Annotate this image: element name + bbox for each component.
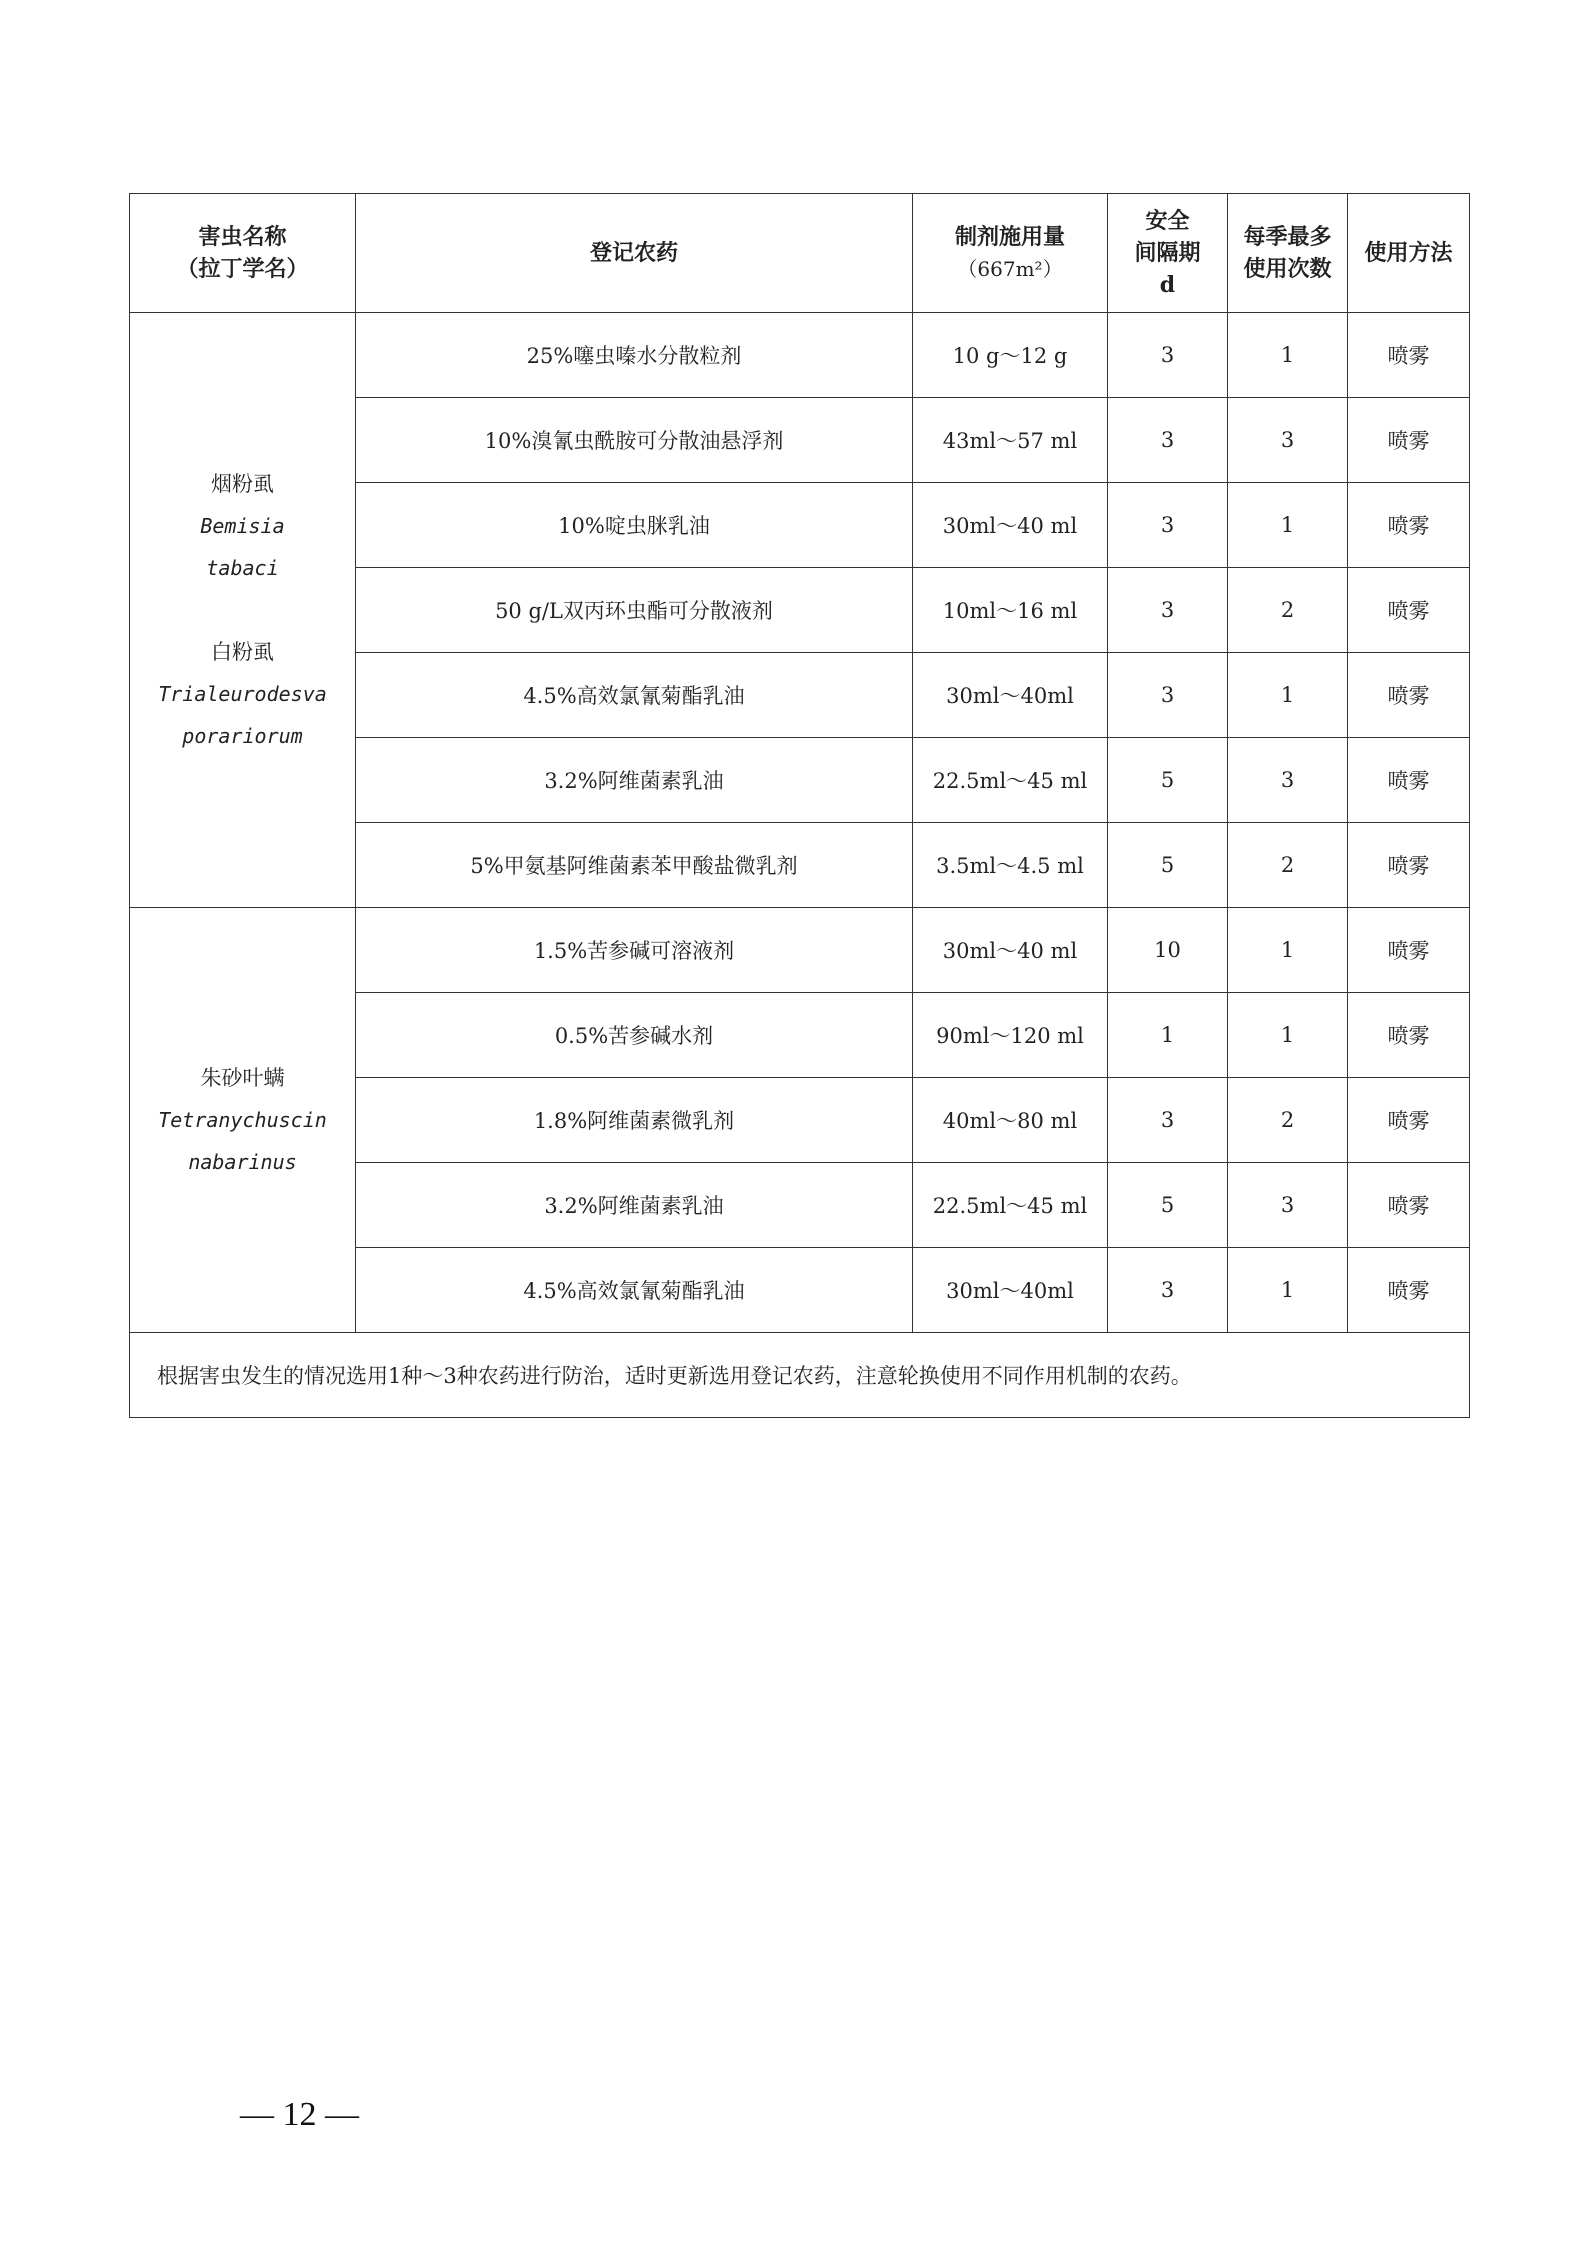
pesticide-cell: 50 g/L双丙环虫酯可分散液剂 (356, 568, 913, 653)
dosage-cell: 3.5ml～4.5 ml (913, 823, 1108, 908)
pest-latin-name-line1: Tetranychuscin (158, 1108, 327, 1132)
table-row (130, 908, 1470, 993)
table-row (130, 313, 1470, 398)
header-safety-line1: 安全 (1145, 208, 1190, 234)
dosage-cell: 30ml～40 ml (913, 483, 1108, 568)
times-cell: 3 (1228, 1163, 1348, 1248)
times-cell: 1 (1228, 993, 1348, 1078)
header-row (130, 194, 1470, 313)
interval-cell: 3 (1108, 398, 1228, 483)
dosage-cell: 90ml～120 ml (913, 993, 1108, 1078)
method-cell: 喷雾 (1348, 1248, 1470, 1333)
interval-cell: 5 (1108, 738, 1228, 823)
pest-common-name: 烟粉虱 (211, 472, 274, 496)
method-cell: 喷雾 (1348, 653, 1470, 738)
interval-cell: 1 (1108, 993, 1228, 1078)
interval-cell: 3 (1108, 568, 1228, 653)
table-note: 根据害虫发生的情况选用1种～3种农药进行防治，适时更新选用登记农药，注意轮换使用不同作用机制的农药。 (130, 1333, 1470, 1418)
method-cell: 喷雾 (1348, 993, 1470, 1078)
pest-spacer (130, 589, 355, 631)
pesticide-cell: 5%甲氨基阿维菌素苯甲酸盐微乳剂 (356, 823, 913, 908)
interval-cell: 3 (1108, 1078, 1228, 1163)
interval-cell: 3 (1108, 313, 1228, 398)
dosage-cell: 30ml～40 ml (913, 908, 1108, 993)
pest-latin-name-line1: Trialeurodesva (158, 682, 327, 706)
times-cell: 3 (1228, 738, 1348, 823)
times-cell: 2 (1228, 823, 1348, 908)
header-method: 使用方法 (1348, 194, 1470, 313)
dosage-cell: 10ml～16 ml (913, 568, 1108, 653)
pest-common-name: 白粉虱 (211, 640, 274, 664)
pest-name-cell (130, 313, 356, 908)
times-cell: 3 (1228, 398, 1348, 483)
header-times-line2: 使用次数 (1243, 256, 1332, 282)
times-cell: 1 (1228, 1248, 1348, 1333)
note-row (130, 1333, 1470, 1418)
pesticide-cell: 10%啶虫脒乳油 (356, 483, 913, 568)
interval-cell: 10 (1108, 908, 1228, 993)
table-body (130, 313, 1470, 1418)
pest-latin-name-line2: tabaci (206, 556, 279, 580)
interval-cell: 3 (1108, 1248, 1228, 1333)
times-cell: 1 (1228, 483, 1348, 568)
header-pest-name-label: 害虫名称 (198, 224, 287, 250)
times-cell: 1 (1228, 908, 1348, 993)
method-cell: 喷雾 (1348, 313, 1470, 398)
method-cell: 喷雾 (1348, 908, 1470, 993)
pesticide-cell: 4.5%高效氯氰菊酯乳油 (356, 653, 913, 738)
header-pesticide: 登记农药 (356, 194, 913, 313)
pest-latin-name-line2: nabarinus (188, 1150, 297, 1174)
pest-name-cell (130, 908, 356, 1333)
table-header (130, 194, 1470, 313)
header-dosage (913, 194, 1108, 313)
header-safety-line3: d (1159, 272, 1176, 298)
method-cell: 喷雾 (1348, 483, 1470, 568)
dosage-cell: 30ml～40ml (913, 653, 1108, 738)
dosage-cell: 43ml～57 ml (913, 398, 1108, 483)
header-dosage-label: 制剂施用量 (954, 224, 1065, 250)
pesticide-cell: 1.8%阿维菌素微乳剂 (356, 1078, 913, 1163)
times-cell: 2 (1228, 568, 1348, 653)
dosage-cell: 22.5ml～45 ml (913, 1163, 1108, 1248)
times-cell: 1 (1228, 313, 1348, 398)
pesticide-cell: 10%溴氰虫酰胺可分散油悬浮剂 (356, 398, 913, 483)
method-cell: 喷雾 (1348, 568, 1470, 653)
header-safety-interval (1108, 194, 1228, 313)
dosage-cell: 40ml～80 ml (913, 1078, 1108, 1163)
method-cell: 喷雾 (1348, 738, 1470, 823)
header-safety-line2: 间隔期 (1134, 240, 1201, 266)
method-cell: 喷雾 (1348, 823, 1470, 908)
header-times-line1: 每季最多 (1243, 224, 1332, 250)
method-cell: 喷雾 (1348, 1163, 1470, 1248)
pest-common-name: 朱砂叶螨 (200, 1066, 285, 1090)
dosage-cell: 22.5ml～45 ml (913, 738, 1108, 823)
header-pest-name (130, 194, 356, 313)
page-number: — 12 — (240, 2096, 359, 2133)
interval-cell: 5 (1108, 823, 1228, 908)
interval-cell: 3 (1108, 653, 1228, 738)
pesticide-cell: 3.2%阿维菌素乳油 (356, 738, 913, 823)
pest-latin-name-line2: porariorum (182, 724, 303, 748)
times-cell: 2 (1228, 1078, 1348, 1163)
pesticide-cell: 4.5%高效氯氰菊酯乳油 (356, 1248, 913, 1333)
header-pest-latin-label: （拉丁学名） (176, 256, 309, 282)
pesticide-table (129, 193, 1470, 1418)
method-cell: 喷雾 (1348, 1078, 1470, 1163)
dosage-cell: 30ml～40ml (913, 1248, 1108, 1333)
pest-latin-name-line1: Bemisia (200, 514, 285, 538)
pesticide-cell: 0.5%苦参碱水剂 (356, 993, 913, 1078)
pesticide-cell: 3.2%阿维菌素乳油 (356, 1163, 913, 1248)
pesticide-cell: 1.5%苦参碱可溶液剂 (356, 908, 913, 993)
pesticide-cell: 25%噻虫嗪水分散粒剂 (356, 313, 913, 398)
times-cell: 1 (1228, 653, 1348, 738)
header-max-times (1228, 194, 1348, 313)
dosage-cell: 10 g～12 g (913, 313, 1108, 398)
method-cell: 喷雾 (1348, 398, 1470, 483)
header-dosage-unit: （667m²） (957, 257, 1063, 281)
interval-cell: 3 (1108, 483, 1228, 568)
interval-cell: 5 (1108, 1163, 1228, 1248)
